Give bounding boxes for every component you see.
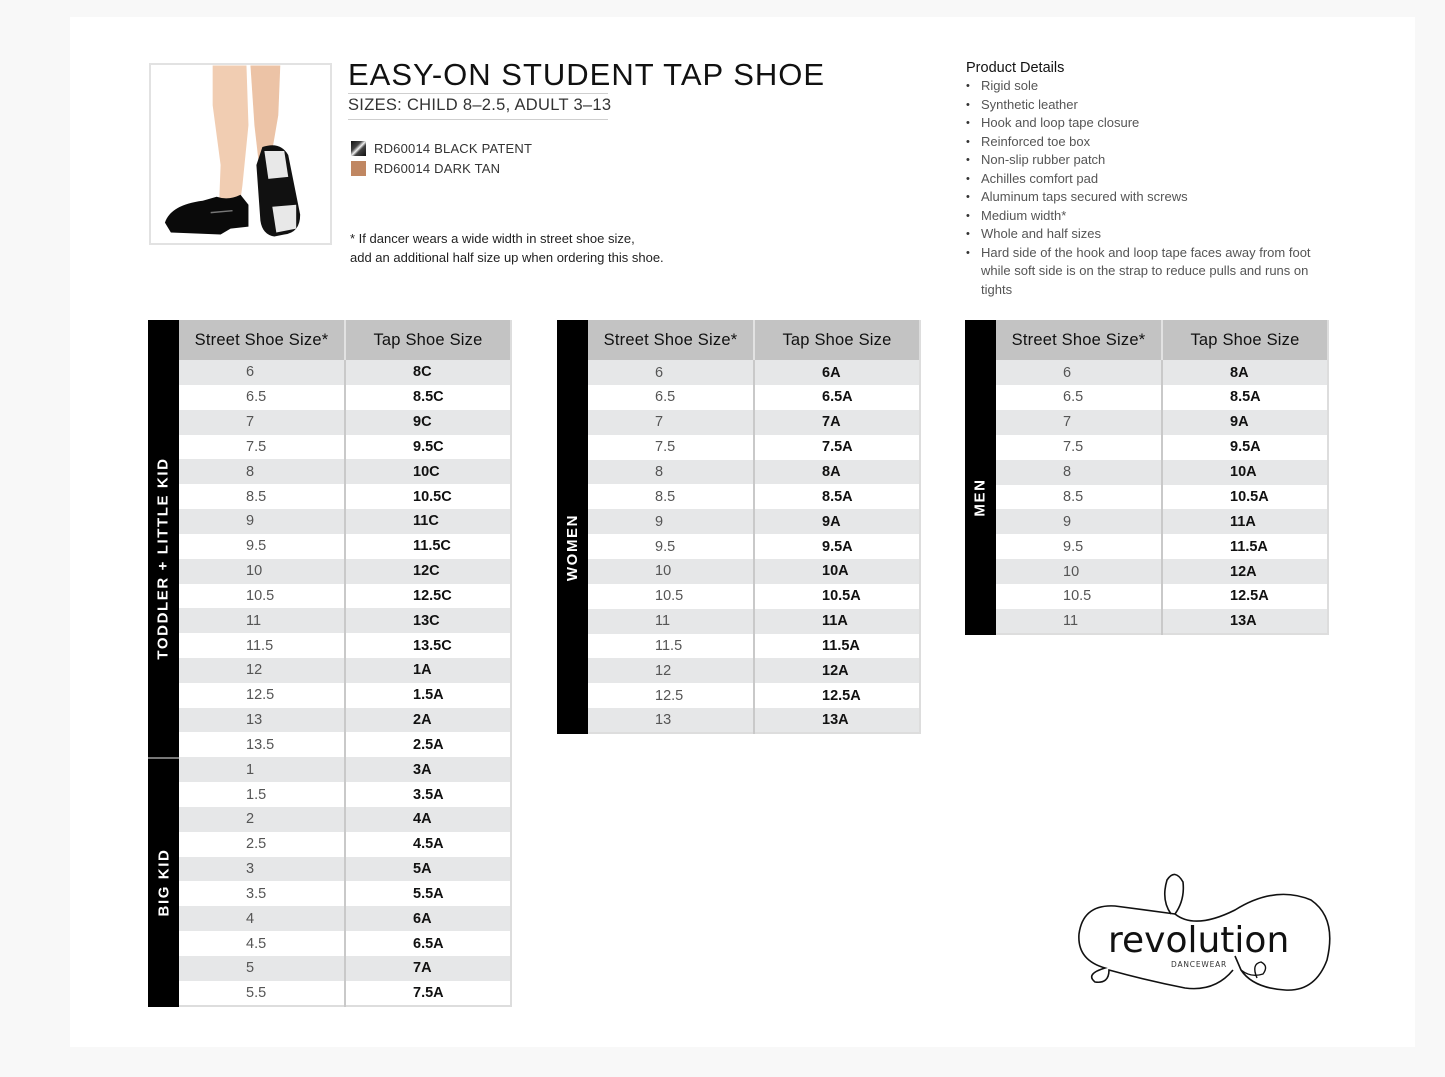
table-row <box>179 459 511 484</box>
note-line: * If dancer wears a wide width in street shoe size, <box>350 231 635 246</box>
street-size-cell: 12 <box>179 658 345 683</box>
tap-size-cell: 4A <box>345 807 511 832</box>
street-size-cell: 6 <box>588 360 754 385</box>
street-size-cell: 6.5 <box>588 385 754 410</box>
street-size-cell: 13 <box>179 708 345 733</box>
revolution-dancewear-logo <box>1075 870 1333 1005</box>
details-item: • Synthetic leather <box>966 96 1326 115</box>
details-list <box>966 77 1326 299</box>
table-row <box>996 435 1328 460</box>
tap-size-cell: 10A <box>754 559 920 584</box>
street-size-cell: 9.5 <box>588 534 754 559</box>
color-label: RD60014 DARK TAN <box>374 160 501 176</box>
table-row <box>588 435 920 460</box>
table-row <box>588 460 920 485</box>
tap-size-cell: 11.5A <box>754 634 920 659</box>
details-item: • Reinforced toe box <box>966 133 1326 152</box>
table-row <box>588 634 920 659</box>
category-label: BIG KID <box>155 848 172 917</box>
tap-size-cell: 10C <box>345 459 511 484</box>
tap-size-cell: 9C <box>345 410 511 435</box>
street-size-header: Street Shoe Size* <box>996 320 1162 360</box>
street-size-cell: 10.5 <box>179 584 345 609</box>
tap-size-cell: 6A <box>754 360 920 385</box>
table-row <box>179 757 511 782</box>
street-size-cell: 7 <box>996 410 1162 435</box>
product-title: EASY-ON STUDENT TAP SHOE <box>348 57 826 92</box>
details-item: • Non-slip rubber patch <box>966 151 1326 170</box>
product-details <box>966 60 1326 299</box>
size-chart-kids <box>148 320 512 1007</box>
category-label: WOMEN <box>564 513 582 581</box>
street-size-cell: 8 <box>996 460 1162 485</box>
tap-size-cell: 9.5A <box>754 534 920 559</box>
tap-size-cell: 12C <box>345 559 511 584</box>
category-label: TODDLER + LITTLE KID <box>155 457 172 660</box>
street-size-cell: 7.5 <box>996 435 1162 460</box>
street-size-cell: 7 <box>179 410 345 435</box>
table-row <box>996 609 1328 634</box>
category-sidebar <box>557 320 588 734</box>
street-size-cell: 6.5 <box>996 385 1162 410</box>
table-row <box>179 683 511 708</box>
tap-size-cell: 9A <box>754 509 920 534</box>
table-row <box>179 931 511 956</box>
table-row <box>588 410 920 435</box>
street-size-cell: 10 <box>996 559 1162 584</box>
color-label: RD60014 BLACK PATENT <box>374 140 533 156</box>
street-size-cell: 12 <box>588 658 754 683</box>
tap-size-cell: 8.5C <box>345 385 511 410</box>
size-table <box>179 320 512 1007</box>
tap-size-cell: 5A <box>345 857 511 882</box>
table-row <box>179 435 511 460</box>
table-row <box>996 485 1328 510</box>
street-size-cell: 12.5 <box>179 683 345 708</box>
street-size-cell: 5 <box>179 956 345 981</box>
tap-size-cell: 10A <box>1162 460 1328 485</box>
details-item: • Achilles comfort pad <box>966 170 1326 189</box>
tap-size-cell: 9.5C <box>345 435 511 460</box>
details-item: • Medium width* <box>966 207 1326 226</box>
table-row <box>588 559 920 584</box>
brand-logo-icon <box>1075 870 1333 1005</box>
tap-size-cell: 1.5A <box>345 683 511 708</box>
tap-size-cell: 8.5A <box>1162 385 1328 410</box>
street-size-cell: 9 <box>588 509 754 534</box>
table-row <box>179 385 511 410</box>
street-size-cell: 9 <box>179 509 345 534</box>
street-size-cell: 6.5 <box>179 385 345 410</box>
size-table <box>588 320 921 734</box>
dark-tan-swatch-icon <box>351 161 366 176</box>
tap-size-cell: 4.5A <box>345 832 511 857</box>
street-size-cell: 11.5 <box>588 634 754 659</box>
tap-size-cell: 7.5A <box>754 435 920 460</box>
street-size-cell: 8 <box>588 460 754 485</box>
details-item: • Aluminum taps secured with screws <box>966 188 1326 207</box>
tap-size-cell: 11A <box>1162 509 1328 534</box>
tap-size-cell: 7.5A <box>345 981 511 1006</box>
category-label: MEN <box>972 478 990 517</box>
street-size-cell: 8.5 <box>588 484 754 509</box>
category-label-block <box>148 360 179 757</box>
tap-size-cell: 11.5C <box>345 534 511 559</box>
tap-size-cell: 2.5A <box>345 732 511 757</box>
tap-size-cell: 7A <box>345 956 511 981</box>
street-size-cell: 12.5 <box>588 683 754 708</box>
street-size-cell: 4 <box>179 906 345 931</box>
street-size-cell: 8.5 <box>179 484 345 509</box>
table-row <box>996 509 1328 534</box>
street-size-cell: 2.5 <box>179 832 345 857</box>
street-size-cell: 7.5 <box>179 435 345 460</box>
table-row <box>588 484 920 509</box>
table-row <box>588 683 920 708</box>
tap-size-cell: 6.5A <box>754 385 920 410</box>
table-header-row <box>996 320 1328 360</box>
category-label-block <box>148 757 179 1007</box>
table-row <box>588 584 920 609</box>
tap-size-cell: 10.5A <box>1162 485 1328 510</box>
tap-size-cell: 11.5A <box>1162 534 1328 559</box>
color-options <box>351 138 532 178</box>
table-row <box>588 708 920 733</box>
tap-size-cell: 1A <box>345 658 511 683</box>
tap-shoe-image-icon <box>151 65 330 243</box>
street-size-cell: 5.5 <box>179 981 345 1006</box>
product-photo <box>149 63 332 245</box>
color-option-dark-tan <box>351 158 532 178</box>
table-row <box>179 981 511 1006</box>
tap-size-cell: 8A <box>754 460 920 485</box>
table-row <box>179 658 511 683</box>
category-label-block <box>965 360 996 635</box>
street-size-cell: 11 <box>996 609 1162 634</box>
table-row <box>588 609 920 634</box>
tap-size-cell: 13A <box>1162 609 1328 634</box>
table-row <box>996 460 1328 485</box>
details-item: • Hook and loop tape closure <box>966 114 1326 133</box>
table-row <box>179 608 511 633</box>
tap-size-cell: 2A <box>345 708 511 733</box>
category-label-block <box>557 360 588 734</box>
color-option-black-patent <box>351 138 532 158</box>
tap-size-cell: 3A <box>345 757 511 782</box>
table-row <box>179 410 511 435</box>
size-table <box>996 320 1329 635</box>
street-size-cell: 8.5 <box>996 485 1162 510</box>
table-row <box>179 906 511 931</box>
table-row <box>996 360 1328 385</box>
street-size-cell: 9 <box>996 509 1162 534</box>
details-item: • Hard side of the hook and loop tape faces away from foot while soft side is on the strap to reduce pulls and runs on tights <box>966 244 1326 300</box>
street-size-cell: 11 <box>588 609 754 634</box>
details-item: • Rigid sole <box>966 77 1326 96</box>
category-sidebar <box>965 320 996 635</box>
size-range: SIZES: CHILD 8–2.5, ADULT 3–13 <box>348 96 612 114</box>
street-size-cell: 10 <box>588 559 754 584</box>
tap-size-cell: 12A <box>1162 559 1328 584</box>
table-row <box>588 385 920 410</box>
street-size-cell: 10.5 <box>588 584 754 609</box>
street-size-cell: 7.5 <box>588 435 754 460</box>
tap-size-cell: 6A <box>345 906 511 931</box>
table-row <box>588 534 920 559</box>
street-size-cell: 13 <box>588 708 754 733</box>
tap-size-cell: 13.5C <box>345 633 511 658</box>
table-header-row <box>179 320 511 360</box>
street-size-cell: 11 <box>179 608 345 633</box>
table-row <box>179 633 511 658</box>
street-size-cell: 10 <box>179 559 345 584</box>
street-size-cell: 2 <box>179 807 345 832</box>
tap-size-header: Tap Shoe Size <box>1162 320 1328 360</box>
street-size-cell: 3 <box>179 857 345 882</box>
note-line: add an additional half size up when ordering this shoe. <box>350 249 664 265</box>
street-size-cell: 10.5 <box>996 584 1162 609</box>
street-size-cell: 1 <box>179 757 345 782</box>
street-size-cell: 13.5 <box>179 732 345 757</box>
sidebar-header-spacer <box>965 320 996 360</box>
tap-size-cell: 11A <box>754 609 920 634</box>
street-size-cell: 4.5 <box>179 931 345 956</box>
table-row <box>179 534 511 559</box>
tap-size-cell: 12.5A <box>1162 584 1328 609</box>
table-row <box>179 360 511 385</box>
sidebar-header-spacer <box>557 320 588 360</box>
table-row <box>588 509 920 534</box>
tap-size-cell: 12A <box>754 658 920 683</box>
svg-text:revolution: revolution <box>1108 920 1290 961</box>
table-row <box>996 534 1328 559</box>
street-size-cell: 11.5 <box>179 633 345 658</box>
table-row <box>179 484 511 509</box>
table-row <box>179 956 511 981</box>
details-heading: Product Details <box>966 60 1065 76</box>
table-row <box>179 782 511 807</box>
width-note <box>350 230 664 267</box>
tap-size-cell: 11C <box>345 509 511 534</box>
street-size-cell: 3.5 <box>179 881 345 906</box>
table-header-row <box>588 320 920 360</box>
tap-size-cell: 3.5A <box>345 782 511 807</box>
street-size-cell: 6 <box>179 360 345 385</box>
street-size-cell: 9.5 <box>996 534 1162 559</box>
street-size-cell: 8 <box>179 459 345 484</box>
size-chart-women <box>557 320 921 734</box>
tap-size-cell: 8.5A <box>754 484 920 509</box>
table-row <box>996 410 1328 435</box>
divider <box>348 93 608 94</box>
tap-size-cell: 9.5A <box>1162 435 1328 460</box>
street-size-header: Street Shoe Size* <box>588 320 754 360</box>
tap-size-cell: 10.5A <box>754 584 920 609</box>
table-row <box>179 559 511 584</box>
tap-size-cell: 12.5C <box>345 584 511 609</box>
table-row <box>996 385 1328 410</box>
table-row <box>179 509 511 534</box>
category-sidebar <box>148 320 179 1007</box>
sidebar-header-spacer <box>148 320 179 360</box>
tap-size-header: Tap Shoe Size <box>754 320 920 360</box>
black-patent-swatch-icon <box>351 141 366 156</box>
tap-size-cell: 12.5A <box>754 683 920 708</box>
tap-size-cell: 9A <box>1162 410 1328 435</box>
tap-size-cell: 10.5C <box>345 484 511 509</box>
table-row <box>179 832 511 857</box>
table-row <box>179 584 511 609</box>
tap-size-cell: 8A <box>1162 360 1328 385</box>
table-row <box>588 360 920 385</box>
divider <box>348 119 608 120</box>
table-row <box>588 658 920 683</box>
table-row <box>179 857 511 882</box>
table-row <box>179 807 511 832</box>
tap-size-cell: 8C <box>345 360 511 385</box>
street-size-cell: 6 <box>996 360 1162 385</box>
table-row <box>179 732 511 757</box>
svg-text:DANCEWEAR: DANCEWEAR <box>1171 960 1228 969</box>
tap-size-cell: 5.5A <box>345 881 511 906</box>
tap-size-cell: 13A <box>754 708 920 733</box>
tap-size-header: Tap Shoe Size <box>345 320 511 360</box>
table-row <box>179 708 511 733</box>
table-row <box>179 881 511 906</box>
tap-size-cell: 6.5A <box>345 931 511 956</box>
details-item: • Whole and half sizes <box>966 225 1326 244</box>
tap-size-cell: 13C <box>345 608 511 633</box>
table-row <box>996 559 1328 584</box>
street-size-header: Street Shoe Size* <box>179 320 345 360</box>
table-row <box>996 584 1328 609</box>
street-size-cell: 7 <box>588 410 754 435</box>
street-size-cell: 9.5 <box>179 534 345 559</box>
street-size-cell: 1.5 <box>179 782 345 807</box>
tap-size-cell: 7A <box>754 410 920 435</box>
size-chart-men <box>965 320 1329 635</box>
